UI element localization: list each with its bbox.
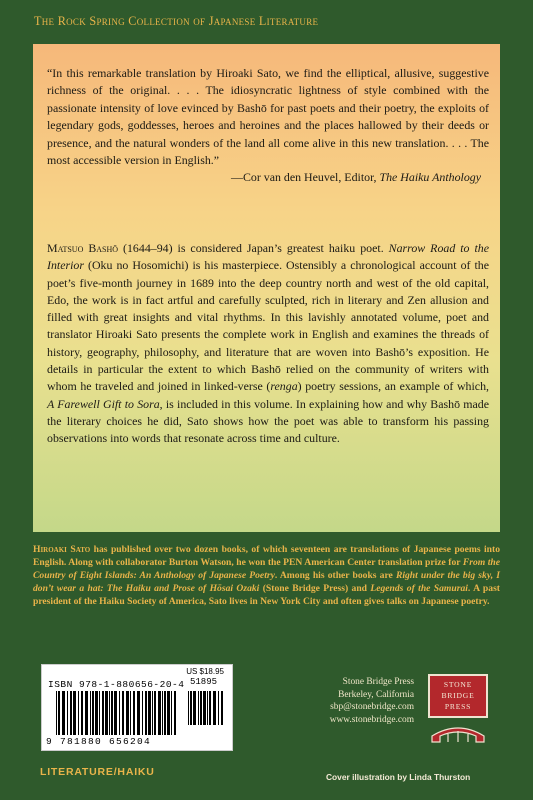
barcode-main — [56, 691, 180, 735]
barcode-bar — [162, 691, 163, 735]
barcode-bar — [148, 691, 151, 735]
barcode-bar — [174, 691, 176, 735]
logo-block — [428, 674, 488, 718]
barcode-bar — [85, 691, 88, 735]
publisher-info — [296, 676, 414, 726]
author-name: Matsuo Bashō — [47, 241, 119, 255]
bio-part-1: has published over two dozen books, of which seventeen are translations of Japanese poems into English. Along with collaborator Burton Watson, he won the PEN American Center translation prize for — [33, 544, 500, 569]
review-quote — [47, 65, 489, 187]
barcode-bar — [218, 691, 219, 725]
barcode-bar — [95, 691, 98, 735]
barcode-bar — [126, 691, 129, 735]
desc-part-4: , is included in this volume. In explaining how and why Bashō made the literary choices he did, Sato shows how the poet was able to transform his passing observations into words that resonate across time and culture. — [47, 396, 489, 446]
barcode-bar — [62, 691, 65, 735]
barcode-bar — [137, 691, 140, 735]
logo-line-2: BRIDGE — [441, 691, 475, 700]
barcode-bar — [119, 691, 120, 735]
desc-part-1: (1644–94) is considered Japan’s greatest haiku poet. — [118, 241, 389, 255]
barcode-bar — [207, 691, 208, 725]
barcode-bar — [105, 691, 108, 735]
publisher-email[interactable]: sbp@stonebridge.com — [330, 702, 414, 713]
barcode-bar — [167, 691, 170, 735]
quote-text: “In this remarkable translation by Hiroaki Sato, we find the elliptical, allusive, suggestive richness of the original. . . . The idiosyncratic lightness of style combined with the passionate intensity of love evinced by Bashō for past poets and their poetry, the exploits of legendary gods, goddesses, heroes and heroines and the places hallowed by their deeds or presence, and the natural wonders of the land all come alive in this new translation. . . . The most accessible version in English.” — [47, 66, 489, 168]
desc-part-3: ) poetry sessions, an example of which, — [297, 379, 490, 394]
barcode-bar — [114, 691, 117, 735]
barcode-bar — [70, 691, 72, 735]
book-title: Narrow Road to the Interior — [47, 241, 489, 273]
barcode-digits: 9 781880 656204 — [46, 736, 152, 747]
barcode-bar — [213, 691, 216, 725]
category-label: LITERATURE/HAIKU — [40, 766, 155, 778]
renga-term: renga — [270, 379, 298, 394]
barcode-bar — [145, 691, 147, 735]
stone-bridge-logo — [428, 674, 488, 754]
price: US $18.95 — [186, 667, 224, 676]
barcode-bar — [152, 691, 153, 735]
barcode-bar — [142, 691, 143, 735]
bio-title-2: Right under the big sky, I don’t wear a hat: The Haiku and Prose of Hōsai Ozaki — [33, 570, 501, 595]
barcode-bar — [78, 691, 79, 735]
series-title: The Rock Spring Collection of Japanese Literature — [34, 14, 319, 28]
barcode-bar — [164, 691, 166, 735]
barcode-bar — [67, 691, 68, 735]
bio-title-1: From the Country of Eight Islands: An Anthology of Japanese Poetry — [33, 557, 500, 582]
quote-attribution — [47, 169, 481, 186]
barcode-label — [41, 664, 233, 751]
barcode-bar — [122, 691, 124, 735]
barcode-bar — [209, 691, 211, 725]
publisher-website[interactable]: www.stonebridge.com — [329, 714, 414, 725]
bridge-icon — [430, 722, 486, 744]
translator-bio — [33, 543, 500, 608]
barcode-bar — [188, 691, 189, 725]
translator-name: Hiroaki Sato — [33, 544, 91, 555]
barcode-addon — [188, 691, 226, 725]
bio-title-3: Legends of the Samurai — [370, 583, 468, 595]
logo-line-1: STONE — [443, 680, 473, 689]
cover-credit: Cover illustration by Linda Thurston — [326, 772, 471, 782]
bio-part-4: . A past president of the Haiku Society of America, Sato lives in New York City and often gives talks on Japanese poetry. — [33, 583, 500, 608]
logo-line-3: PRESS — [444, 702, 472, 711]
book-description — [47, 240, 489, 448]
barcode-bar — [158, 691, 161, 735]
barcode-bar — [99, 691, 100, 735]
barcode-bar — [73, 691, 76, 735]
barcode-bar — [203, 691, 206, 725]
isbn: ISBN 978-1-880656-20-4 — [48, 679, 185, 690]
blurb-panel — [33, 44, 500, 532]
barcode-bar — [81, 691, 83, 735]
barcode-bar — [111, 691, 113, 735]
desc-part-2: (Oku no Hosomichi) is his masterpiece. Ostensibly a chronological account of the poet’s five-month journey in 1689 into the deep country north and west of the old capital, Edo, the work is in fact artful and carefully sculpted, rich in literary and Zen allusion and filled with great insights and vital rhythms. In this lavishly annotated volume, poet and translator Hiroaki Sato presents the complete work in English and examines the threads of history, geography, philosophy, and literature that are woven into Bashō’s exposition. He details in particular the extent to which Bashō relied on the community of writers with whom he traveled and joined in linked-verse ( — [47, 258, 489, 394]
barcode-bar — [133, 691, 135, 735]
barcode-bar — [56, 691, 57, 735]
bio-part-3: (Stone Bridge Press) and — [259, 583, 371, 595]
barcode-addon-digits: 51895 — [190, 677, 218, 687]
barcode-bar — [90, 691, 91, 735]
barcode-bar — [154, 691, 156, 735]
publisher-name: Stone Bridge Press — [342, 677, 414, 687]
included-work-title: A Farewell Gift to Sora — [47, 396, 160, 411]
barcode-bar — [221, 691, 223, 725]
barcode-bar — [130, 691, 131, 735]
publisher-city: Berkeley, California — [338, 689, 414, 700]
barcode-bar — [92, 691, 94, 735]
bio-part-2: . Among his other books are — [274, 570, 396, 582]
barcode-bar — [198, 691, 199, 725]
attribution-title: The Haiku Anthology — [379, 170, 481, 185]
barcode-bar — [200, 691, 202, 725]
attribution-prefix: —Cor van den Heuvel, Editor, — [231, 170, 380, 185]
barcode-bar — [190, 691, 192, 725]
barcode-bar — [171, 691, 172, 735]
barcode-bar — [193, 691, 196, 725]
barcode-bar — [58, 691, 60, 735]
barcode-bar — [102, 691, 104, 735]
barcode-bar — [109, 691, 110, 735]
